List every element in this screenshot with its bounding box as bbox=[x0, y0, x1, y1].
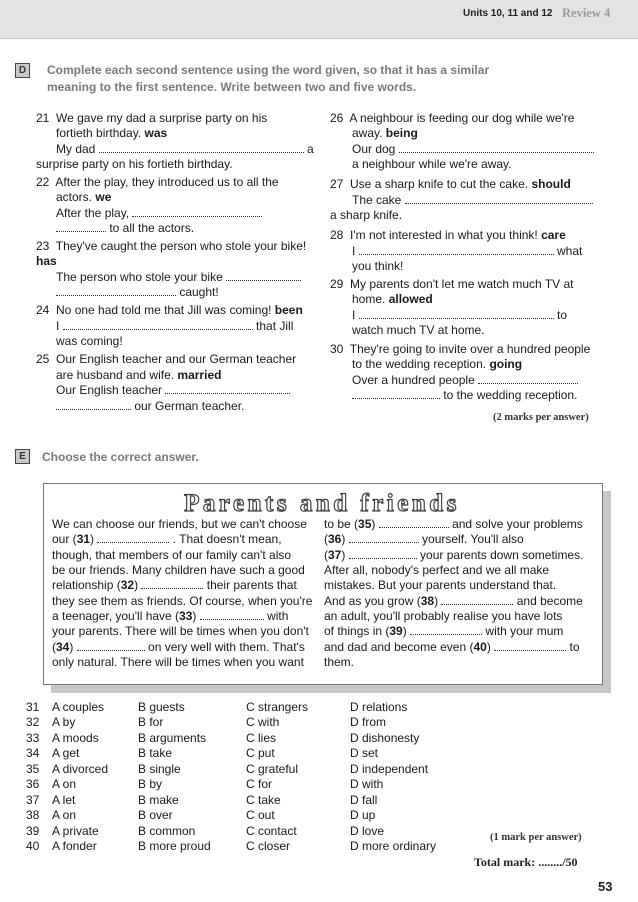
section-e-marks: (1 mark per answer) bbox=[490, 832, 582, 843]
option-a[interactable]: A couples bbox=[52, 700, 105, 714]
q30: 30 They're going to invite over a hundred people bbox=[330, 342, 591, 356]
option-d[interactable]: D fall bbox=[350, 793, 378, 807]
option-b[interactable]: B single bbox=[138, 762, 181, 776]
option-c[interactable]: C grateful bbox=[246, 762, 299, 776]
q24: 24 No one had told me that Jill was coming! been bbox=[36, 303, 303, 317]
gap-38[interactable] bbox=[441, 594, 513, 605]
keyword-being: being bbox=[385, 126, 418, 140]
answer-blank[interactable] bbox=[226, 270, 301, 281]
q26-answer-cont: a neighbour while we're away. bbox=[352, 157, 512, 171]
option-b[interactable]: B over bbox=[138, 808, 173, 822]
q23-answer-cont[interactable]: caught! bbox=[56, 285, 219, 300]
q27: 27 Use a sharp knife to cut the cake. should bbox=[330, 177, 571, 191]
option-c[interactable]: C with bbox=[246, 715, 280, 729]
answer-blank[interactable] bbox=[359, 308, 554, 319]
q22-cont: actors. we bbox=[56, 190, 112, 204]
q26-cont: away. being bbox=[352, 126, 418, 140]
keyword-allowed: allowed bbox=[388, 292, 433, 306]
q22-answer[interactable]: After the play, bbox=[56, 206, 262, 221]
keyword-been: been bbox=[274, 303, 303, 317]
option-c[interactable]: C out bbox=[246, 808, 275, 822]
q30-answer[interactable]: Over a hundred people bbox=[352, 373, 578, 388]
page-number: 53 bbox=[598, 879, 613, 894]
review-label: Review 4 bbox=[562, 6, 611, 20]
q24-answer-cont: was coming! bbox=[56, 334, 123, 348]
gap-36[interactable] bbox=[349, 532, 419, 543]
total-mark: Total mark: ......../50 bbox=[474, 855, 578, 869]
option-d[interactable]: D love bbox=[350, 824, 385, 838]
option-b[interactable]: B guests bbox=[138, 700, 185, 714]
answer-blank[interactable] bbox=[478, 373, 578, 384]
option-b[interactable]: B take bbox=[138, 746, 173, 760]
q22: 22 After the play, they introduced us to all the bbox=[36, 175, 279, 189]
q26-answer[interactable]: Our dog bbox=[352, 142, 594, 157]
section-d-instruction-line2: meaning to the first sentence. Write between two and five words. bbox=[47, 80, 417, 94]
option-number: 40 bbox=[26, 839, 40, 853]
answer-blank[interactable] bbox=[99, 142, 304, 153]
q21-cont: fortieth birthday. was bbox=[56, 126, 168, 140]
q23-keyword bbox=[36, 254, 57, 269]
option-a[interactable]: A on bbox=[52, 777, 77, 791]
option-number: 39 bbox=[26, 824, 40, 838]
page-header bbox=[0, 0, 638, 39]
option-c[interactable]: C lies bbox=[246, 731, 277, 745]
option-a[interactable]: A private bbox=[52, 824, 99, 838]
answer-blank[interactable] bbox=[56, 285, 176, 296]
q30-answer-cont[interactable]: to the wedding reception. bbox=[352, 388, 577, 403]
gap-31[interactable] bbox=[97, 532, 169, 543]
option-number: 33 bbox=[26, 731, 40, 745]
q25-answer-cont[interactable]: our German teacher. bbox=[56, 399, 244, 414]
q22-answer-cont[interactable]: to all the actors. bbox=[56, 221, 194, 236]
q30-cont: to the wedding reception. going bbox=[352, 357, 523, 371]
keyword-has: has bbox=[36, 254, 57, 268]
option-d[interactable]: D independent bbox=[350, 762, 429, 776]
option-d[interactable]: D dishonesty bbox=[350, 731, 420, 745]
keyword-was: was bbox=[144, 126, 168, 140]
section-d-label: D bbox=[15, 63, 30, 78]
option-d[interactable]: D up bbox=[350, 808, 376, 822]
section-e-instruction: Choose the correct answer. bbox=[42, 450, 199, 464]
q29-answer[interactable]: I to bbox=[352, 308, 568, 322]
option-d[interactable]: D more ordinary bbox=[350, 839, 437, 853]
q28: 28 I'm not interested in what you think! care bbox=[330, 228, 566, 242]
option-b[interactable]: B more proud bbox=[138, 839, 211, 853]
q23-answer[interactable]: The person who stole your bike bbox=[56, 270, 301, 285]
q26: 26 A neighbour is feeding our dog while we're bbox=[330, 111, 575, 125]
q21: 21 We gave my dad a surprise party on his bbox=[36, 111, 268, 125]
q29-cont: home. allowed bbox=[352, 292, 433, 306]
q25-answer[interactable]: Our English teacher bbox=[56, 383, 290, 398]
section-d-marks: (2 marks per answer) bbox=[493, 412, 589, 423]
gap-32[interactable] bbox=[141, 578, 203, 589]
option-a[interactable]: A by bbox=[52, 715, 76, 729]
gap-33[interactable] bbox=[200, 609, 264, 620]
option-a[interactable]: A moods bbox=[52, 731, 99, 745]
answer-blank[interactable] bbox=[165, 383, 290, 394]
q27-answer[interactable]: The cake bbox=[352, 193, 593, 208]
option-a[interactable]: A on bbox=[52, 808, 77, 822]
keyword-care: care bbox=[541, 228, 566, 242]
gap-39[interactable] bbox=[410, 624, 482, 635]
answer-blank[interactable] bbox=[56, 399, 131, 410]
gap-40[interactable] bbox=[494, 640, 566, 651]
keyword-going: going bbox=[489, 357, 523, 371]
keyword-married: married bbox=[177, 368, 222, 382]
option-number: 34 bbox=[26, 746, 40, 760]
answer-blank[interactable] bbox=[352, 388, 440, 399]
q25: 25 Our English teacher and our German teacher bbox=[36, 352, 297, 366]
q25-cont: are husband and wife. married bbox=[56, 368, 222, 382]
option-a[interactable]: A divorced bbox=[52, 762, 109, 776]
option-d[interactable]: D with bbox=[350, 777, 384, 791]
keyword-should: should bbox=[531, 177, 571, 191]
option-number: 36 bbox=[26, 777, 40, 791]
section-d-instruction-line1: Complete each second sentence using the word given, so that it has a similar bbox=[47, 63, 490, 77]
passage-title: Parents and friends bbox=[184, 490, 460, 517]
q28-answer-cont: you think! bbox=[352, 259, 404, 273]
option-a[interactable]: A fonder bbox=[52, 839, 97, 853]
answer-blank[interactable] bbox=[63, 319, 253, 330]
option-a[interactable]: A get bbox=[52, 746, 80, 760]
q24-answer[interactable]: I that Jill bbox=[56, 319, 294, 333]
answer-blank[interactable] bbox=[405, 193, 593, 204]
option-d[interactable]: D set bbox=[350, 746, 379, 760]
answer-blank[interactable] bbox=[399, 142, 594, 153]
option-b[interactable]: B make bbox=[138, 793, 179, 807]
option-number: 38 bbox=[26, 808, 40, 822]
option-c[interactable]: C strangers bbox=[246, 700, 309, 714]
option-c[interactable]: C for bbox=[246, 777, 273, 791]
q27-answer-cont: a sharp knife. bbox=[330, 208, 403, 222]
q29: 29 My parents don't let me watch much TV at bbox=[330, 277, 574, 291]
q29-answer-cont: watch much TV at home. bbox=[352, 323, 485, 337]
q21-answer[interactable]: My dad a bbox=[56, 142, 314, 156]
option-b[interactable]: B by bbox=[138, 777, 163, 791]
q23: 23 They've caught the person who stole your bike! bbox=[36, 239, 307, 253]
answer-blank[interactable] bbox=[56, 221, 106, 232]
q28-answer[interactable]: I what bbox=[352, 244, 583, 258]
option-d[interactable]: D relations bbox=[350, 700, 408, 714]
option-b[interactable]: B common bbox=[138, 824, 196, 838]
option-number: 35 bbox=[26, 762, 40, 776]
gap-37[interactable] bbox=[349, 548, 417, 559]
answer-blank[interactable] bbox=[132, 206, 262, 217]
option-b[interactable]: B arguments bbox=[138, 731, 207, 745]
option-b[interactable]: B for bbox=[138, 715, 164, 729]
units-label: Units 10, 11 and 12 bbox=[463, 8, 553, 19]
gap-34[interactable] bbox=[77, 640, 145, 651]
option-c[interactable]: C take bbox=[246, 793, 281, 807]
option-number: 37 bbox=[26, 793, 40, 807]
option-number: 32 bbox=[26, 715, 40, 729]
section-e-label: E bbox=[15, 449, 30, 464]
gap-35[interactable] bbox=[379, 517, 449, 528]
answer-blank[interactable] bbox=[359, 244, 554, 255]
option-c[interactable]: C contact bbox=[246, 824, 297, 838]
option-a[interactable]: A let bbox=[52, 793, 76, 807]
option-number: 31 bbox=[26, 700, 40, 714]
option-d[interactable]: D from bbox=[350, 715, 386, 729]
q21-answer-cont: surprise party on his fortieth birthday. bbox=[36, 157, 233, 171]
option-c[interactable]: C closer bbox=[246, 839, 291, 853]
keyword-we: we bbox=[95, 190, 112, 204]
option-c[interactable]: C put bbox=[246, 746, 275, 760]
